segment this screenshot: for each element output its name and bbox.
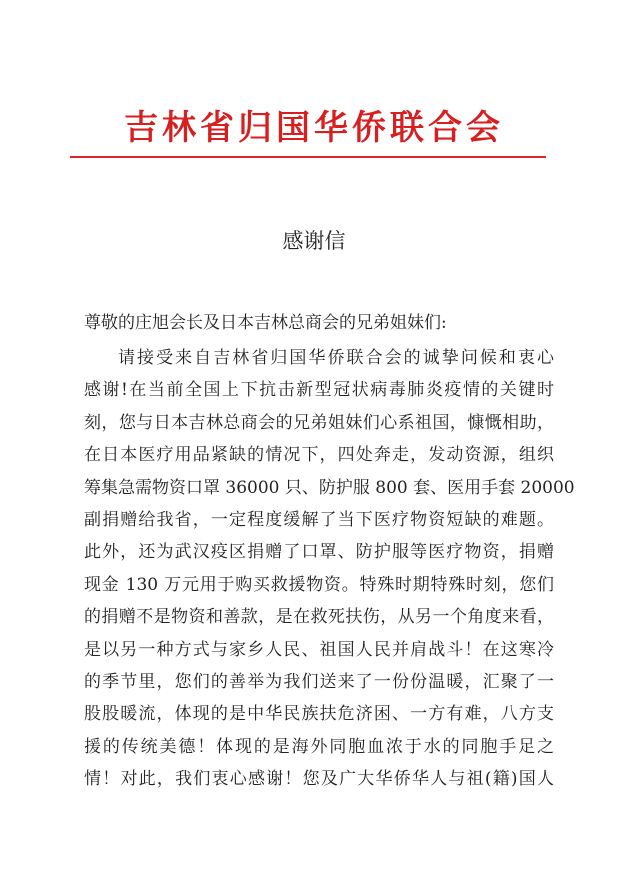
- letter-body: [84, 344, 575, 797]
- body-line: 现金 130 万元用于购买救援物资。特殊时期特殊时刻，您们: [84, 574, 554, 595]
- body-line: 的季节里，您们的善举为我们送来了一份份温暖，汇聚了一: [84, 671, 554, 692]
- salutation: 尊敬的庄旭会长及日本吉林总商会的兄弟姐妹们:: [84, 313, 447, 333]
- body-line: 情！对此，我们衷心感谢！您及广大华侨华人与祖(籍)国人: [84, 769, 554, 790]
- body-line: 请接受来自吉林省归国华侨联合会的诚挚问候和衷心: [118, 348, 554, 368]
- body-line: 副捐赠给我省，一定程度缓解了当下医疗物资短缺的难题。: [84, 509, 554, 530]
- body-line: 感谢!在当前全国上下抗击新型冠状病毒肺炎疫情的关键时: [84, 380, 554, 401]
- body-line: 在日本医疗用品紧缺的情况下，四处奔走，发动资源，组织: [84, 445, 554, 466]
- body-line: 援的传统美德！体现的是海外同胞血浓于水的同胞手足之: [84, 736, 554, 757]
- letterhead-divider: [70, 156, 546, 158]
- body-line: 刻，您与日本吉林总商会的兄弟姐妹们心系祖国，慷慨相助，: [84, 412, 554, 433]
- body-line: 此外，还为武汉疫区捐赠了口罩、防护服等医疗物资，捐赠: [84, 542, 554, 563]
- body-line: 的捐赠不是物资和善款，是在救死扶伤，从另一个角度来看，: [84, 607, 554, 628]
- organization-letterhead: 吉林省归国华侨联合会: [124, 108, 504, 148]
- body-line: 股股暖流，体现的是中华民族扶危济困、一方有难，八方支: [84, 704, 554, 725]
- body-line: 筹集急需物资口罩 36000 只、防护服 800 套、医用手套 20000: [84, 477, 575, 498]
- letter-title: 感谢信: [282, 229, 346, 253]
- body-line: 是以另一种方式与家乡人民、祖国人民并肩战斗！在这寒冷: [84, 639, 554, 660]
